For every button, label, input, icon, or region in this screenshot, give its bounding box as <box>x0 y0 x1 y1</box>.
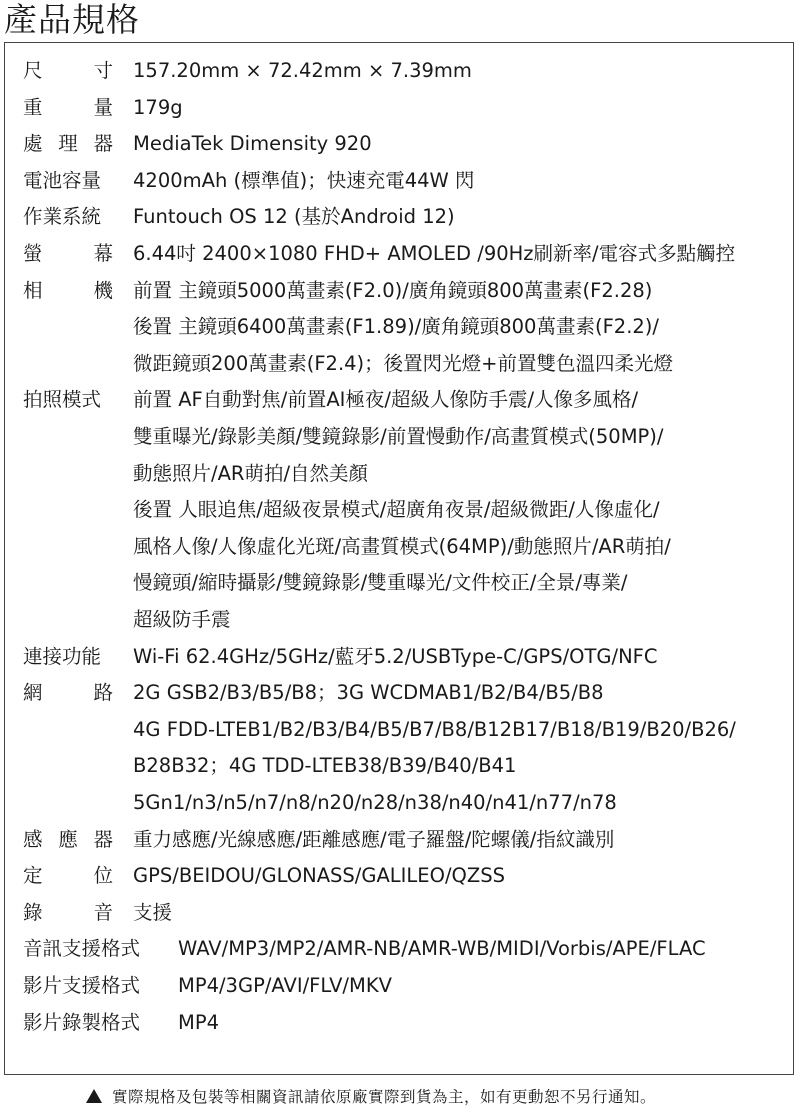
spec-value: 超級防手震 <box>133 608 231 631</box>
spec-table <box>4 42 794 1075</box>
spec-row <box>5 126 793 162</box>
spec-value: 慢鏡頭/縮時攝影/雙鏡錄影/雙重曝光/文件校正/全景/專業/ <box>133 571 628 595</box>
spec-row <box>5 346 793 382</box>
spec-row <box>5 858 793 894</box>
spec-label-char: 錄 <box>23 900 43 924</box>
spec-label <box>23 53 113 89</box>
spec-value: 風格人像/人像虛化光斑/高畫質模式(64MP)/動態照片/AR萌拍/ <box>133 534 671 558</box>
spec-label <box>23 236 113 272</box>
spec-value: 支援 <box>133 900 173 924</box>
spec-row <box>5 163 793 199</box>
triangle-icon <box>86 1089 102 1103</box>
spec-row <box>5 1005 793 1041</box>
spec-row <box>5 968 793 1004</box>
spec-value: 4G FDD-LTEB1/B2/B3/B4/B5/B7/B8/B12B17/B18/B19/B20/B26/ <box>133 717 736 741</box>
spec-label: 音訊支援格式 <box>23 937 141 961</box>
spec-label <box>23 90 113 126</box>
spec-label-char: 量 <box>93 95 113 119</box>
spec-label <box>23 126 113 162</box>
spec-label <box>23 895 113 931</box>
spec-label-char: 器 <box>93 132 113 156</box>
page-title: 產品規格 <box>4 0 140 39</box>
spec-row <box>5 382 793 418</box>
spec-row <box>5 492 793 528</box>
spec-row <box>5 273 793 309</box>
spec-row <box>5 712 793 748</box>
spec-value: 2G GSB2/B3/B5/B8；3G WCDMAB1/B2/B4/B5/B8 <box>133 681 604 705</box>
spec-label-char: 位 <box>93 864 113 888</box>
spec-row <box>5 90 793 126</box>
spec-value: 179g <box>133 95 183 119</box>
spec-label: 影片錄製格式 <box>23 1010 141 1034</box>
spec-label-char: 幕 <box>93 242 113 265</box>
spec-label-char: 螢 <box>23 242 43 265</box>
spec-value: 雙重曝光/錄影美顏/雙鏡錄影/前置慢動作/高畫質模式(50MP)/ <box>133 425 664 448</box>
spec-row <box>5 529 793 565</box>
spec-label: 影片支援格式 <box>23 974 141 997</box>
spec-row <box>5 309 793 345</box>
spec-value: MP4 <box>178 1010 219 1034</box>
spec-row <box>5 822 793 858</box>
spec-row <box>5 565 793 601</box>
spec-value: MediaTek Dimensity 920 <box>133 132 372 156</box>
spec-label-char: 相 <box>23 278 43 302</box>
spec-row <box>5 602 793 638</box>
spec-value: 微距鏡頭200萬畫素(F2.4)；後置閃光燈+前置雙色溫四柔光燈 <box>133 351 674 375</box>
spec-label: 作業系統 <box>23 205 102 229</box>
spec-value: B28B32；4G TDD-LTEB38/B39/B40/B41 <box>133 754 517 778</box>
spec-label <box>23 858 113 894</box>
spec-row <box>5 675 793 711</box>
spec-value: 6.44吋 2400×1080 FHD+ AMOLED /90Hz刷新率/電容式多點觸控 <box>133 242 736 265</box>
spec-row <box>5 53 793 89</box>
spec-row <box>5 419 793 455</box>
footnote <box>86 1084 656 1110</box>
spec-row <box>5 456 793 492</box>
spec-value: 前置 主鏡頭5000萬畫素(F2.0)/廣角鏡頭800萬畫素(F2.28) <box>133 278 653 302</box>
spec-value: 4200mAh (標準值)；快速充電44W 閃 <box>133 168 475 192</box>
spec-label-char: 重 <box>23 95 43 119</box>
spec-value: GPS/BEIDOU/GLONASS/GALILEO/QZSS <box>133 864 505 888</box>
spec-label <box>23 273 113 309</box>
spec-value: 前置 AF自動對焦/前置AI極夜/超級人像防手震/人像多風格/ <box>133 388 639 412</box>
spec-label: 電池容量 <box>23 168 102 192</box>
spec-value: Funtouch OS 12 (基於Android 12) <box>133 205 455 229</box>
spec-value: WAV/MP3/MP2/AMR-NB/AMR-WB/MIDI/Vorbis/APE/FLAC <box>178 937 706 961</box>
spec-label-char: 感 <box>23 827 43 851</box>
spec-row <box>5 748 793 784</box>
spec-label-char: 處 <box>23 132 43 156</box>
spec-value: 5Gn1/n3/n5/n7/n8/n20/n28/n38/n40/n41/n77/n78 <box>133 791 617 814</box>
spec-row <box>5 639 793 675</box>
spec-value: 157.20mm × 72.42mm × 7.39mm <box>133 59 472 82</box>
spec-value: 重力感應/光線感應/距離感應/電子羅盤/陀螺儀/指紋識別 <box>133 827 615 851</box>
spec-row <box>5 785 793 821</box>
spec-label-char: 定 <box>23 864 43 888</box>
spec-label-char: 音 <box>93 900 113 924</box>
footnote-text: 實際規格及包裝等相關資訊請依原廠實際到貨為主，如有更動恕不另行通知。 <box>112 1088 657 1106</box>
spec-value: 後置 主鏡頭6400萬畫素(F1.89)/廣角鏡頭800萬畫素(F2.2)/ <box>133 315 659 339</box>
spec-label-char: 應 <box>58 827 78 851</box>
spec-label <box>23 675 113 711</box>
spec-label <box>23 822 113 858</box>
spec-row <box>5 895 793 931</box>
spec-label-char: 機 <box>93 278 113 302</box>
spec-label-char: 網 <box>23 681 43 705</box>
spec-value: 後置 人眼追焦/超級夜景模式/超廣角夜景/超級微距/人像虛化/ <box>133 498 660 522</box>
spec-value: Wi-Fi 62.4GHz/5GHz/藍牙5.2/USBType-C/GPS/OTG/NFC <box>133 644 658 668</box>
spec-label-char: 寸 <box>93 59 113 82</box>
spec-label-char: 器 <box>93 827 113 851</box>
spec-value: MP4/3GP/AVI/FLV/MKV <box>178 974 392 997</box>
spec-label-char: 理 <box>58 132 78 156</box>
spec-label: 拍照模式 <box>23 388 102 412</box>
spec-label-char: 尺 <box>23 59 43 82</box>
spec-label: 連接功能 <box>23 644 102 668</box>
spec-row <box>5 199 793 235</box>
spec-label-char: 路 <box>93 681 113 705</box>
spec-value: 動態照片/AR萌拍/自然美顏 <box>133 461 369 485</box>
spec-row <box>5 236 793 272</box>
spec-row <box>5 931 793 967</box>
